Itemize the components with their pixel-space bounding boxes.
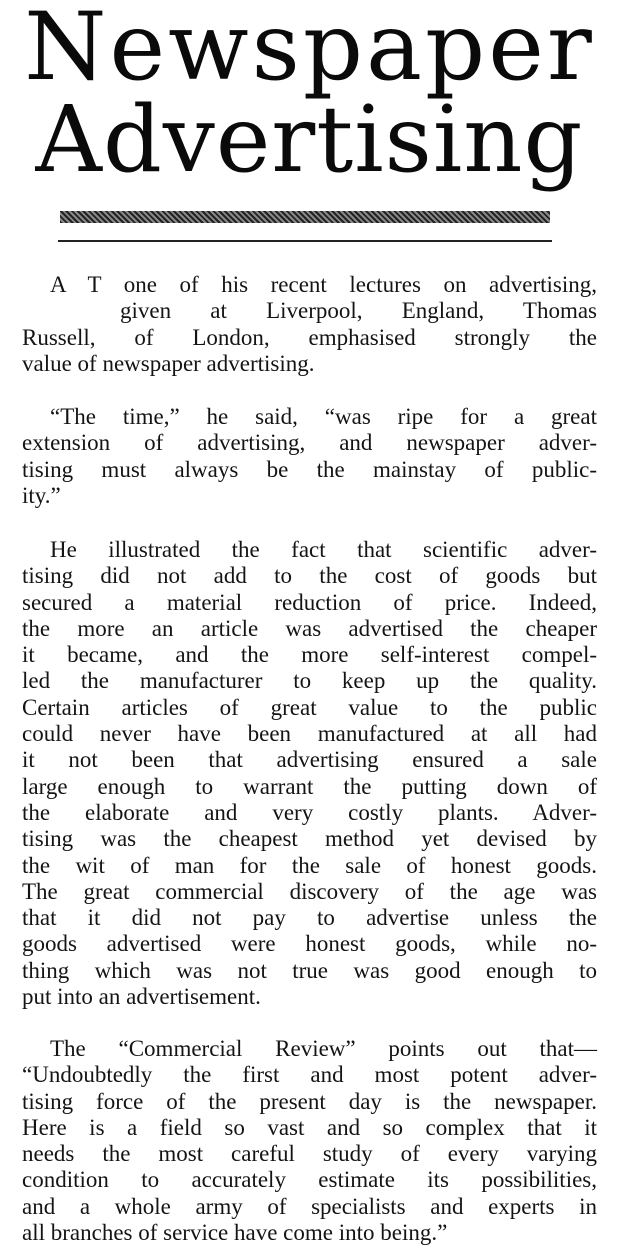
text-line: the more an article was advertised the cheaper [22,615,597,641]
text-line: The great commercial discovery of the age was [22,878,597,904]
text-line: “The time,” he said, “was ripe for a great [50,404,597,429]
text-line: it became, and the more self-interest compel- [22,642,597,668]
text-line: value of newspaper advertising. [22,350,315,376]
paragraph-3 [22,537,597,1010]
text-line: large enough to warrant the putting down of [22,773,597,799]
text-line: Certain articles of great value to the public [22,694,597,720]
text-line: led the manufacturer to keep up the quality. [22,668,597,694]
text-line: goods advertised were honest goods, while no- [22,931,597,957]
decorative-rule-line [58,240,552,242]
text-line: that it did not pay to advertise unless the [22,905,597,931]
headline-line-1: Newspaper [24,0,595,102]
text-line: tising was the cheapest method yet devised by [22,826,597,852]
text-line: extension of advertising, and newspaper adver- [22,430,597,456]
text-line: given at Liverpool, England, Thomas [120,298,597,324]
text-line: needs the most careful study of every varying [22,1141,597,1167]
text-line: all branches of service have come into being.” [22,1220,448,1246]
paragraph-1 [22,272,597,377]
text-line: Russell, of London, emphasised strongly the [22,324,597,350]
decorative-rule-bar [60,211,550,223]
text-line: A T one of his recent lectures on advertising, [50,272,597,297]
text-line: it not been that advertising ensured a sale [22,747,597,773]
text-line: tising did not add to the cost of goods but [22,563,597,589]
text-line: tising must always be the mainstay of public- [22,456,597,482]
text-line: “Undoubtedly the first and most potent adver- [22,1062,597,1088]
headline-line-2: Advertising [35,86,584,193]
text-line: ity.” [22,482,61,508]
text-line: the wit of man for the sale of honest goods. [22,852,597,878]
text-line: secured a material reduction of price. Indeed, [22,589,597,615]
text-line: The “Commercial Review” points out that— [50,1036,597,1061]
paragraph-2 [22,404,597,509]
text-line: and a whole army of specialists and experts in [22,1193,597,1219]
text-line: Here is a field so vast and so complex that it [22,1114,597,1140]
text-line: tising force of the present day is the newspaper. [22,1088,597,1114]
text-line: put into an advertisement. [22,984,261,1010]
text-line: thing which was not true was good enough to [22,957,597,983]
text-line: could never have been manufactured at all had [22,721,597,747]
text-line: He illustrated the fact that scientific adver- [50,537,597,562]
paragraph-4 [22,1036,597,1246]
text-line: condition to accurately estimate its possibilities, [22,1167,597,1193]
text-line: the elaborate and very costly plants. Adver- [22,799,597,825]
